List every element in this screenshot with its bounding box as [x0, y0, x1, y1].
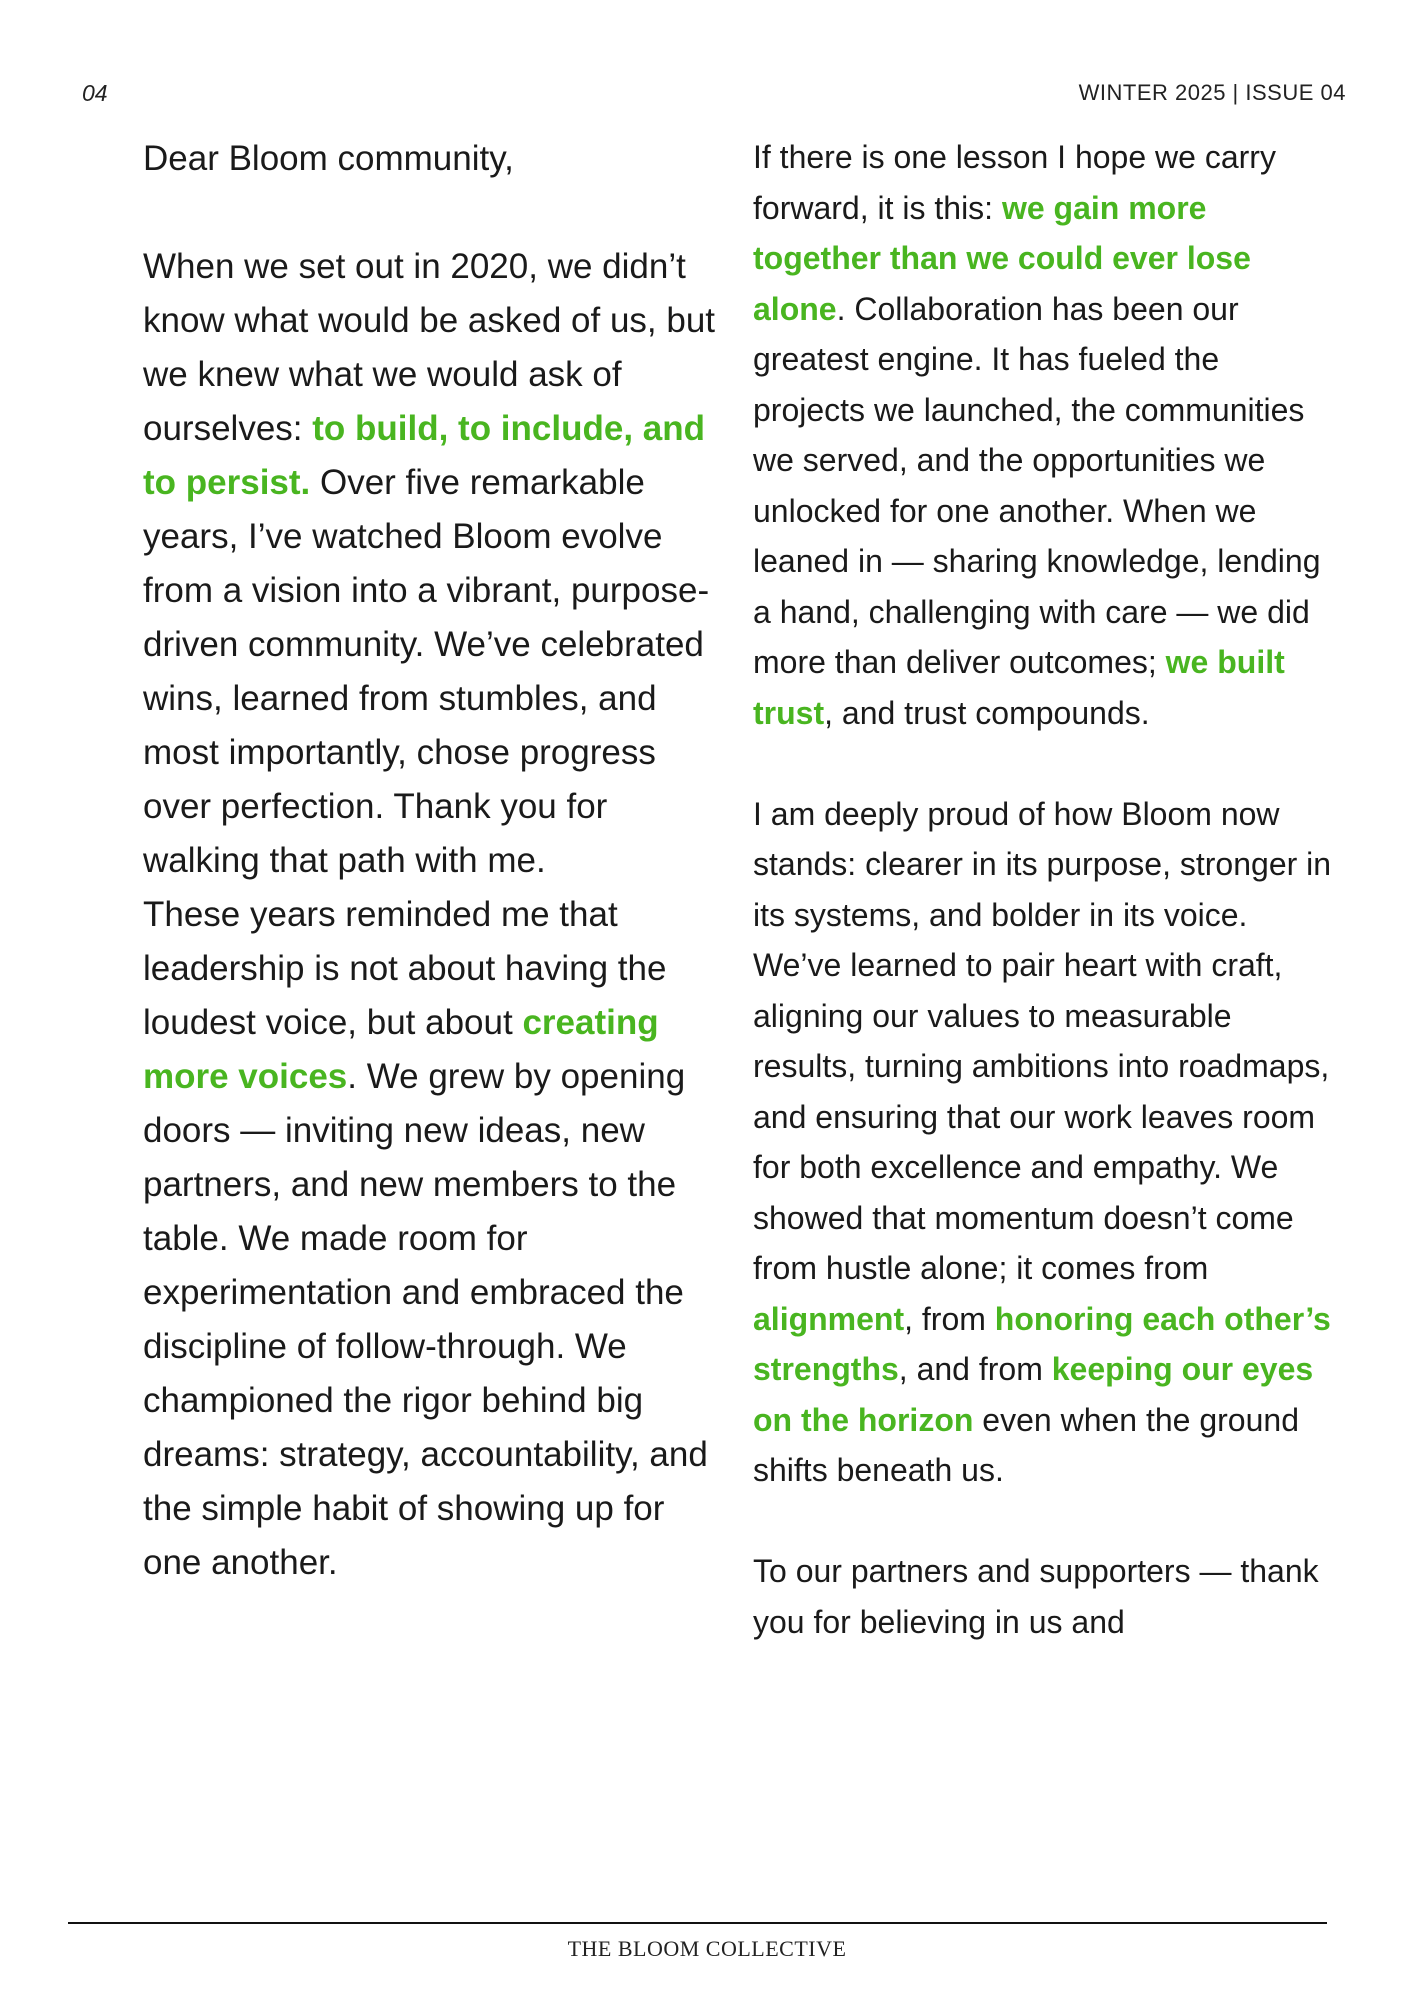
page-number: 04	[82, 80, 108, 106]
footer-publication-name: THE BLOOM COLLECTIVE	[567, 1936, 847, 1961]
highlight-text: we built trust	[753, 644, 1285, 731]
letter-paragraph-1	[143, 240, 728, 888]
letter-greeting: Dear Bloom community,	[143, 139, 514, 178]
paragraph-text: If there is one lesson I hope we carry forward, it is this:	[753, 139, 1276, 226]
paragraph-text: , from	[904, 1300, 995, 1337]
paragraph-text: . We grew by opening doors — inviting new ideas, new partners, and new members to the table. We made room for experimentation and embraced the discipline of follow-through. We championed the rigor behind big dreams: strategy, accountability, and the simple habit of showing up for one another.	[143, 1057, 708, 1582]
paragraph-text: even when the ground shifts beneath us.	[753, 1401, 1299, 1488]
letter-paragraph-2	[143, 888, 728, 1590]
paragraph-text: . Collaboration has been our greatest engine. It has fueled the projects we launched, the communities we served, and the opportunities we unlocked for one another. When we leaned in — sharing knowledge, lending a hand, challenging with care — we did more than deliver outcomes;	[753, 290, 1321, 680]
highlight-text: honoring each other’s strengths	[753, 1300, 1331, 1387]
footer-divider	[68, 1922, 1327, 1924]
letter-paragraph-4	[753, 789, 1338, 1496]
paragraph-text: , and trust compounds.	[824, 694, 1150, 731]
paragraph-text: , and from	[898, 1351, 1052, 1387]
highlight-text: to build, to include, and to persist.	[143, 409, 705, 502]
paragraph-text: These years reminded me that leadership is not about having the loudest voice, but about	[143, 895, 667, 1042]
letter-column-left	[143, 132, 728, 1590]
letter-paragraph-3	[753, 132, 1338, 738]
letter-paragraph-5	[753, 1546, 1338, 1647]
highlight-text: we gain more together than we could ever lose alone	[753, 189, 1251, 327]
paragraph-text: Over five remarkable years, I’ve watched Bloom evolve from a vision into a vibrant, purpose-driven community. We’ve celebrated wins, learned from stumbles, and most importantly, chose progress over perfection. Thank you for walking that path with me.	[143, 463, 710, 880]
highlight-text: creating more voices	[143, 1003, 659, 1096]
issue-label: WINTER 2025 | ISSUE 04	[1078, 80, 1346, 105]
paragraph-text: I am deeply proud of how Bloom now stands: clearer in its purpose, stronger in its systems, and bolder in its voice. We’ve learned to pair heart with craft, aligning our values to measurable results, turning ambitions into roadmaps, and ensuring that our work leaves room for both excellence and empathy. We showed that momentum doesn’t come from hustle alone; it comes from	[753, 795, 1332, 1286]
letter-column-right	[753, 132, 1338, 1647]
highlight-text: keeping our eyes on the horizon	[753, 1351, 1314, 1438]
highlight-text: alignment	[753, 1300, 905, 1337]
paragraph-text: To our partners and supporters — thank you for believing in us and	[753, 1553, 1319, 1640]
paragraph-text: When we set out in 2020, we didn’t know what would be asked of us, but we knew what we would ask of ourselves:	[143, 247, 716, 448]
